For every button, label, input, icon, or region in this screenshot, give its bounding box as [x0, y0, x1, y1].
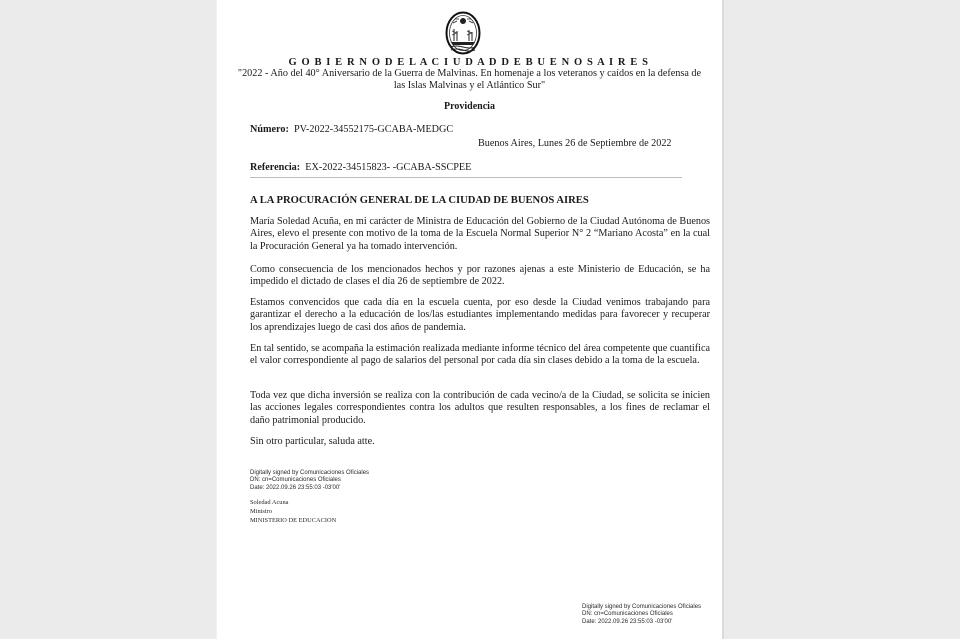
numero-value: PV-2022-34552175-GCABA-MEDGC [293, 124, 454, 135]
referencia-label: Referencia: [250, 162, 301, 173]
signer-name: Soledad Acuna [250, 499, 289, 506]
body-paragraph: María Soledad Acuña, en mi carácter de Ministra de Educación del Gobierno de la Ciudad Autónoma de Buenos Aires, elevo el presente con motivo de la toma de la Escuela Normal Superior N° 2 “Mariano Acosta” en la cual la Procuración General ya ha tomado intervención. [250, 216, 710, 252]
signature-line: Date: 2022.09.26 23:55:03 -03'00' [250, 484, 341, 491]
signature-line: DN: cn=Comunicaciones Oficiales [582, 611, 673, 618]
referencia-value: EX-2022-34515823- -GCABA-SSCPEE [305, 162, 472, 173]
body-paragraph: Toda vez que dicha inversión se realiza con la contribución de cada vecino/a de la Ciudad, se solicita se inicien las acciones legales correspondientes contra los adultos que resulten responsables, a los fines de reclamar el daño patrimonial producido. [250, 390, 710, 426]
coat-of-arms-icon [445, 11, 481, 55]
government-title: G O B I E R N O D E L A C I U D A D D E B U E N O S A I R E S [288, 57, 651, 68]
document-type: Providencia [444, 101, 495, 112]
signer-organization: MINISTERIO DE EDUCACION [250, 517, 337, 525]
addressee: A LA PROCURACIÓN GENERAL DE LA CIUDAD DE BUENOS AIRES [250, 195, 589, 206]
numero-label: Número: [250, 124, 289, 135]
referencia-field [250, 162, 471, 173]
header-divider [250, 177, 682, 178]
signature-line: Digitally signed by Comunicaciones Oficiales [582, 604, 702, 610]
commemorative-motto: "2022 - Año del 40° Aniversario de la Guerra de Malvinas. En homenaje a los veteranos y caídos en la defensa de las Islas Malvinas y el Atlántico Sur" [237, 68, 702, 91]
digital-signature-stamp [250, 470, 369, 492]
signature-line: Digitally signed by Comunicaciones Oficiales [250, 470, 370, 476]
body-paragraph: En tal sentido, se acompaña la estimación realizada mediante informe técnico del área competente que cuantifica el valor correspondiente al pago de salarios del personal por cada día sin clases debido a la toma de la escuela. [250, 343, 710, 367]
footer-digital-signature-stamp [582, 604, 717, 626]
signer-role: Ministro [250, 508, 273, 516]
document-page [217, 0, 722, 639]
numero-field [250, 124, 453, 135]
body-paragraph: Como consecuencia de los mencionados hechos y por razones ajenas a este Ministerio de Educación, se ha impedido el dictado de clases el día 26 de septiembre de 2022. [250, 264, 710, 288]
closing-line: Sin otro particular, saluda atte. [250, 436, 375, 447]
signature-line: Date: 2022.09.26 23:55:03 -03'00' [582, 618, 673, 625]
page-edge-shadow [722, 0, 724, 639]
signature-line: DN: cn=Comunicaciones Oficiales [250, 477, 341, 484]
place-date: Buenos Aires, Lunes 26 de Septiembre de 2022 [478, 138, 672, 149]
signer-block [250, 498, 336, 526]
body-paragraph: Estamos convencidos que cada día en la escuela cuenta, por eso desde la Ciudad venimos trabajando para garantizar el derecho a la educación de los/las estudiantes implementando medidas para favorecer y recuperar los aprendizajes luego de casi dos años de pandemia. [250, 297, 710, 333]
